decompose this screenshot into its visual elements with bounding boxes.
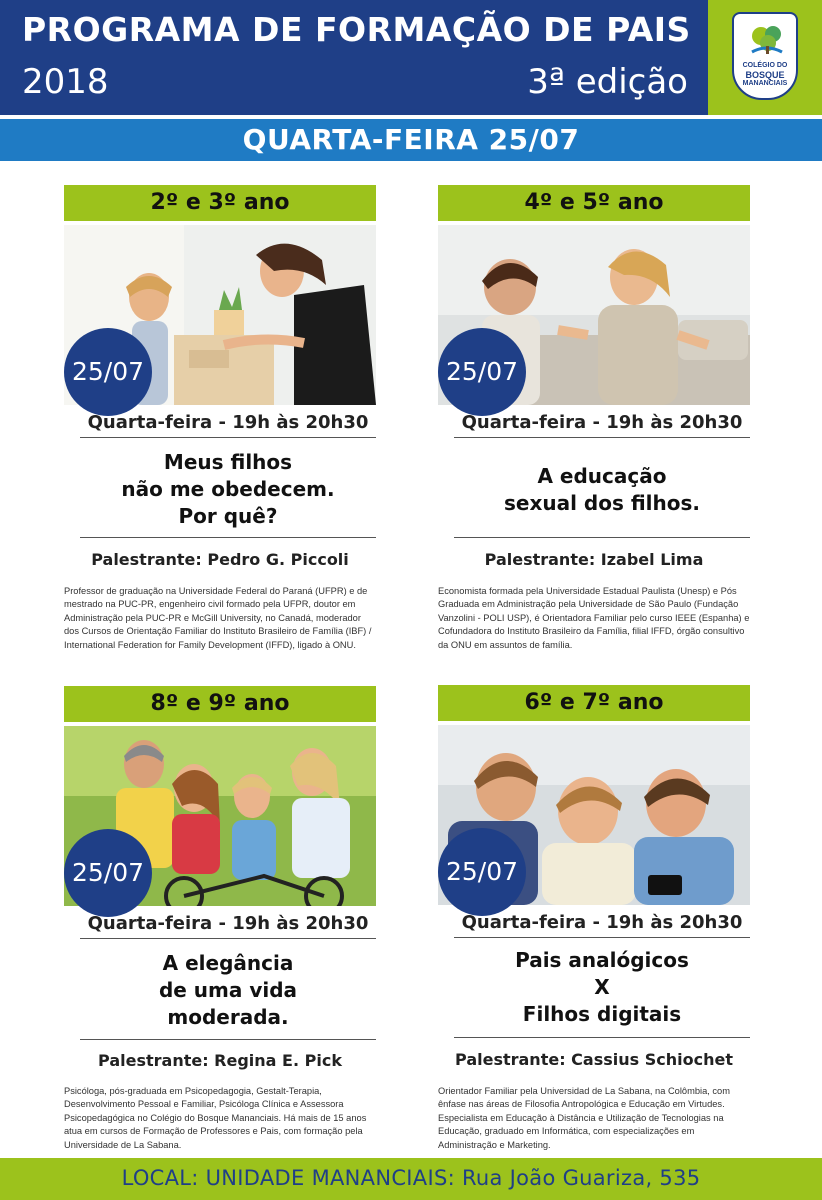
session-time: Quarta-feira - 19h às 20h30 — [454, 412, 750, 438]
program-title: PROGRAMA DE FORMAÇÃO DE PAIS — [22, 10, 691, 49]
talk-title: Pais analógicos X Filhos digitais — [515, 948, 689, 1026]
speaker-bio: Professor de graduação na Universidade Federal do Paraná (UFPR) e de mestrado na PUC-PR, engenheiro civil formado pela UFPR, doutor em Administração pela PUC-PR e McGill University, no Canadá, moderador dos Cursos de Orientação Familiar do Instituto Brasileiro de Família (IBF) / International Federation for Family Development (IFFD), ligado à ONU. — [64, 586, 372, 650]
divider — [80, 1039, 376, 1040]
speaker-name: Palestrante: Regina E. Pick — [98, 1051, 342, 1070]
date-badge: 25/07 — [438, 828, 526, 916]
session-time: Quarta-feira - 19h às 20h30 — [80, 913, 376, 939]
divider — [80, 537, 376, 538]
logo-text: COLÉGIO DO BOSQUE MANANCIAIS — [742, 62, 788, 87]
date-badge: 25/07 — [64, 829, 152, 917]
divider — [454, 1037, 750, 1038]
talk-title: A educação sexual dos filhos. — [503, 464, 700, 515]
school-logo — [708, 0, 822, 115]
talk-card-2 — [438, 185, 750, 665]
speaker-bio: Psicóloga, pós-graduada em Psicopedagogia, Gestalt-Terapia, Desenvolvimento Pessoal e Familiar, Psicóloga Clínica e Assessora Psicopedagógica no Colégio do Bosque Mananciais. Há mais de 15 anos atua em cursos de Formação de Professores e Pais, com formação pela Universidade de La Sabana. — [64, 1086, 367, 1150]
grade-label: 4º e 5º ano — [438, 185, 750, 221]
speaker-name: Palestrante: Pedro G. Piccoli — [91, 550, 349, 569]
grade-label: 6º e 7º ano — [438, 685, 750, 721]
header — [0, 0, 822, 115]
session-time: Quarta-feira - 19h às 20h30 — [454, 912, 750, 938]
tree-icon — [748, 22, 786, 60]
speaker-name: Palestrante: Izabel Lima — [484, 550, 704, 569]
talk-title: A elegância de uma vida moderada. — [158, 951, 298, 1029]
event-day: QUARTA-FEIRA 25/07 — [242, 123, 580, 156]
talk-card-1 — [64, 185, 376, 665]
date-band — [0, 115, 822, 161]
logo-shield — [732, 12, 798, 100]
speaker-bio: Economista formada pela Universidade Estadual Paulista (Unesp) e Pós Graduada em Administração pela Universidade de São Paulo (Fundação Vanzolini - POLI USP), é Orientadora Familiar pelo curso IEEE (Espanha) e Cofundadora do Instituto Brasileiro da Família, filial IFFD, órgão consultivo da ONU em assuntos de família. — [438, 586, 750, 650]
speaker-name: Palestrante: Cassius Schiochet — [455, 1050, 733, 1069]
date-badge: 25/07 — [64, 328, 152, 416]
program-year: 2018 — [22, 62, 109, 102]
grade-label: 8º e 9º ano — [64, 686, 376, 722]
program-edition: 3ª edição — [527, 62, 688, 102]
grade-label: 2º e 3º ano — [64, 185, 376, 221]
venue-address: LOCAL: UNIDADE MANANCIAIS: Rua João Guariza, 535 — [121, 1166, 701, 1190]
divider — [454, 537, 750, 538]
session-time: Quarta-feira - 19h às 20h30 — [80, 412, 376, 438]
speaker-bio: Orientador Familiar pela Universidad de La Sabana, na Colômbia, com ênfase nas áreas de Filosofia Antropológica e Educação em Virtudes. Especialista em Educação à Distância e Utilização de Tecnologias na Educação, graduado em Informática, com especializações em Administração e Marketing. — [438, 1086, 730, 1150]
talk-card-3 — [64, 686, 376, 1156]
talk-title: Meus filhos não me obedecem. Por quê? — [121, 450, 335, 528]
footer — [0, 1158, 822, 1200]
talk-card-4 — [438, 685, 750, 1155]
date-badge: 25/07 — [438, 328, 526, 416]
